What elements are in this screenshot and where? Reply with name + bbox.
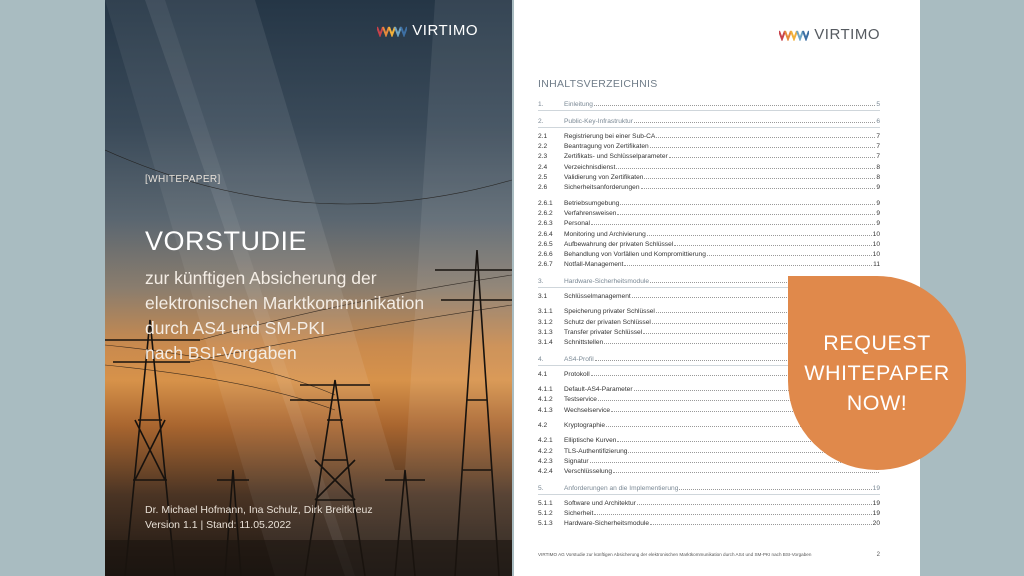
toc-entry-title: Registrierung bei einer Sub-CA	[564, 132, 656, 140]
toc-entry-number: 2.5	[538, 174, 548, 182]
virtimo-logo-cover	[377, 22, 478, 39]
toc-entry-number: 5.1.3	[538, 520, 553, 528]
toc-entry-number: 3.1.1	[538, 308, 553, 316]
toc-entry-title: Speicherung privater Schlüssel	[564, 308, 655, 316]
page-footer	[538, 552, 880, 558]
toc-entry-title: Transfer privater Schlüssel	[564, 328, 643, 336]
toc-entry-page: 10	[872, 251, 880, 259]
whitepaper-tag: [WHITEPAPER]	[145, 174, 221, 185]
toc-entry-title: Hardware-Sicherheitsmodule	[564, 520, 650, 528]
toc-entry[interactable]	[538, 130, 880, 140]
virtimo-logo-text: VIRTIMO	[412, 22, 478, 39]
toc-entry-page: 9	[876, 220, 880, 228]
toc-entry-title: Sicherheit	[564, 510, 594, 518]
toc-entry-number: 4.1.1	[538, 386, 553, 394]
toc-entry[interactable]	[538, 181, 880, 191]
toc-entry-title: Beantragung von Zertifikaten	[564, 143, 649, 151]
toc-leader-dots	[591, 223, 875, 225]
virtimo-logo-mark	[377, 25, 407, 37]
toc-entry-number: 5.	[538, 484, 544, 492]
toc-entry-title: Zertifikats- und Schlüsselparameter	[564, 153, 668, 161]
toc-section-rule	[538, 110, 880, 111]
toc-entry-page: 5	[876, 101, 880, 109]
toc-entry-number: 5.1.2	[538, 510, 553, 518]
toc-entry-title: Testservice	[564, 396, 597, 404]
toc-leader-dots	[637, 503, 872, 505]
toc-entry-number: 2.6	[538, 184, 548, 192]
toc-entry[interactable]	[538, 517, 880, 527]
toc-entry-page: 20	[872, 520, 880, 528]
toc-entry-page: 9	[876, 209, 880, 217]
toc-leader-dots	[679, 488, 871, 490]
toc-entry-title: Behandlung von Vorfällen und Kompromittierung	[564, 251, 706, 259]
toc-leader-dots	[641, 187, 876, 189]
cover-authors: Dr. Michael Hofmann, Ina Schulz, Dirk Breitkreuz	[145, 504, 373, 516]
toc-entry[interactable]	[538, 238, 880, 248]
toc-entry-title: Schlüsselmanagement	[564, 293, 631, 301]
toc-entry-page: 7	[876, 153, 880, 161]
toc-entry-page: 19	[872, 484, 880, 492]
toc-entry-number: 2.6.2	[538, 209, 553, 217]
virtimo-logo-toc	[779, 26, 880, 43]
toc-entry-page: 19	[872, 499, 880, 507]
whitepaper-cover	[105, 0, 512, 576]
subtitle-line: elektronischen Marktkommunikation	[145, 293, 425, 313]
cover-subtitle	[145, 266, 505, 366]
cover-title: VORSTUDIE	[145, 226, 308, 256]
toc-entry-page: 19	[872, 510, 880, 518]
toc-entry-page: 7	[876, 132, 880, 140]
toc-entry-title: TLS-Authentifizierung	[564, 447, 628, 455]
toc-entry[interactable]	[538, 196, 880, 206]
toc-section-rule	[538, 127, 880, 128]
toc-entry-title: Betriebsumgebung	[564, 199, 620, 207]
toc-entry-title: Notfall-Management	[564, 261, 624, 269]
toc-entry-title: Anforderungen an die Implementierung	[564, 484, 679, 492]
toc-entry[interactable]	[538, 160, 880, 170]
toc-leader-dots	[594, 104, 875, 106]
toc-entry-title: Schutz der privaten Schlüssel	[564, 318, 651, 326]
toc-entry-page: 8	[876, 163, 880, 171]
toc-entry-number: 5.1.1	[538, 499, 553, 507]
toc-entry-title: Validierung von Zertifikaten	[564, 174, 644, 182]
toc-entry-number: 2.6.4	[538, 230, 553, 238]
toc-entry-number: 4.1.2	[538, 396, 553, 404]
toc-leader-dots	[634, 121, 875, 123]
toc-leader-dots	[617, 213, 875, 215]
toc-entry-title: Monitoring und Archivierung	[564, 230, 646, 238]
toc-entry-number: 2.6.5	[538, 240, 553, 248]
toc-entry[interactable]	[538, 481, 880, 491]
request-line: REQUEST	[823, 331, 931, 355]
toc-entry[interactable]	[538, 258, 880, 268]
toc-entry-title: Public-Key-Infrastruktur	[564, 117, 633, 125]
toc-entry-title: Kryptographie	[564, 422, 606, 430]
toc-leader-dots	[644, 177, 875, 179]
toc-entry-number: 2.	[538, 117, 544, 125]
toc-entry-number: 4.	[538, 355, 544, 363]
toc-entry-title: Signatur	[564, 457, 589, 465]
toc-entry-number: 4.1	[538, 370, 548, 378]
toc-leader-dots	[620, 203, 875, 205]
request-whitepaper-button[interactable]	[788, 276, 966, 470]
toc-leader-dots	[590, 461, 879, 463]
toc-entry-number: 2.4	[538, 163, 548, 171]
toc-entry[interactable]	[538, 171, 880, 181]
subtitle-line: nach BSI-Vorgaben	[145, 343, 297, 363]
toc-entry-page: 9	[876, 184, 880, 192]
toc-entry[interactable]	[538, 227, 880, 237]
toc-leader-dots	[656, 136, 875, 138]
toc-entry[interactable]	[538, 497, 880, 507]
toc-entry[interactable]	[538, 98, 880, 108]
toc-entry-title: Personal	[564, 220, 591, 228]
toc-entry[interactable]	[538, 114, 880, 124]
toc-leader-dots	[594, 513, 871, 515]
toc-leader-dots	[669, 156, 876, 158]
toc-entry-number: 4.2	[538, 422, 548, 430]
virtimo-logo-text: VIRTIMO	[814, 26, 880, 43]
toc-entry-number: 2.2	[538, 143, 548, 151]
toc-entry-number: 2.6.3	[538, 220, 553, 228]
toc-leader-dots	[613, 471, 879, 473]
cover-version: Version 1.1 | Stand: 11.05.2022	[145, 519, 292, 531]
footer-text: VIRTIMO AG Vorstudie zur künftigen Absicherung der elektronischen Marktkommunikation durch AS4 und SM-PKI nach BSI-Vorgaben	[538, 552, 812, 557]
toc-entry-number: 4.2.2	[538, 447, 553, 455]
toc-entry-number: 4.2.1	[538, 437, 553, 445]
toc-entry[interactable]	[538, 140, 880, 150]
toc-entry-title: Sicherheitsanforderungen	[564, 184, 640, 192]
toc-entry-title: Hardware-Sicherheitsmodule	[564, 277, 650, 285]
toc-entry-title: Verzeichnisdienst	[564, 163, 616, 171]
toc-entry-title: AS4-Profil	[564, 355, 594, 363]
virtimo-logo-mark	[779, 29, 809, 41]
toc-entry-page: 10	[872, 230, 880, 238]
toc-entry-number: 4.1.3	[538, 406, 553, 414]
toc-section-rule	[538, 494, 880, 495]
toc-entry[interactable]	[538, 507, 880, 517]
toc-heading: INHALTSVERZEICHNIS	[538, 78, 658, 90]
toc-entry-title: Schnittstellen	[564, 339, 604, 347]
toc-entry-title: Elliptische Kurven	[564, 437, 617, 445]
toc-entry-title: Verfahrensweisen	[564, 209, 617, 217]
subtitle-line: durch AS4 und SM-PKI	[145, 318, 325, 338]
toc-entry[interactable]	[538, 207, 880, 217]
toc-entry-page: 8	[876, 174, 880, 182]
toc-entry-number: 4.2.3	[538, 457, 553, 465]
toc-leader-dots	[707, 254, 872, 256]
toc-entry-number: 3.1.2	[538, 318, 553, 326]
toc-entry-number: 3.	[538, 277, 544, 285]
toc-entry[interactable]	[538, 217, 880, 227]
toc-leader-dots	[647, 234, 872, 236]
toc-entry-page: 11	[873, 261, 880, 269]
toc-leader-dots	[674, 244, 871, 246]
toc-entry-title: Software und Architektur	[564, 499, 636, 507]
toc-entry[interactable]	[538, 150, 880, 160]
toc-leader-dots	[650, 523, 872, 525]
toc-entry-number: 3.1	[538, 293, 548, 301]
toc-entry-title: Default-AS4-Parameter	[564, 386, 633, 394]
toc-entry-page: 10	[872, 240, 880, 248]
toc-entry-number: 3.1.3	[538, 328, 553, 336]
toc-entry-page: 6	[876, 117, 880, 125]
footer-page-number: 2	[876, 552, 880, 558]
toc-leader-dots	[616, 167, 875, 169]
toc-entry[interactable]	[538, 248, 880, 258]
toc-leader-dots	[624, 264, 872, 266]
toc-entry-number: 4.2.4	[538, 468, 553, 476]
subtitle-line: zur künftigen Absicherung der	[145, 268, 377, 288]
toc-entry-page: 7	[876, 143, 880, 151]
toc-entry[interactable]	[538, 465, 880, 475]
toc-entry-title: Protokoll	[564, 370, 590, 378]
request-line: WHITEPAPER	[804, 361, 950, 385]
toc-entry-title: Einleitung	[564, 101, 593, 109]
toc-entry-number: 2.1	[538, 132, 548, 140]
toc-entry-number: 2.6.1	[538, 199, 553, 207]
toc-entry-title: Verschlüsselung	[564, 468, 613, 476]
toc-entry-number: 2.6.6	[538, 251, 553, 259]
toc-entry-number: 3.1.4	[538, 339, 553, 347]
toc-entry-number: 1.	[538, 101, 544, 109]
toc-entry-page: 9	[876, 199, 880, 207]
toc-entry-title: Aufbewahrung der privaten Schlüssel	[564, 240, 674, 248]
toc-leader-dots	[650, 146, 876, 148]
request-line: NOW!	[846, 391, 908, 415]
toc-entry-number: 2.6.7	[538, 261, 553, 269]
toc-entry-number: 2.3	[538, 153, 548, 161]
toc-entry-title: Wechselservice	[564, 406, 611, 414]
